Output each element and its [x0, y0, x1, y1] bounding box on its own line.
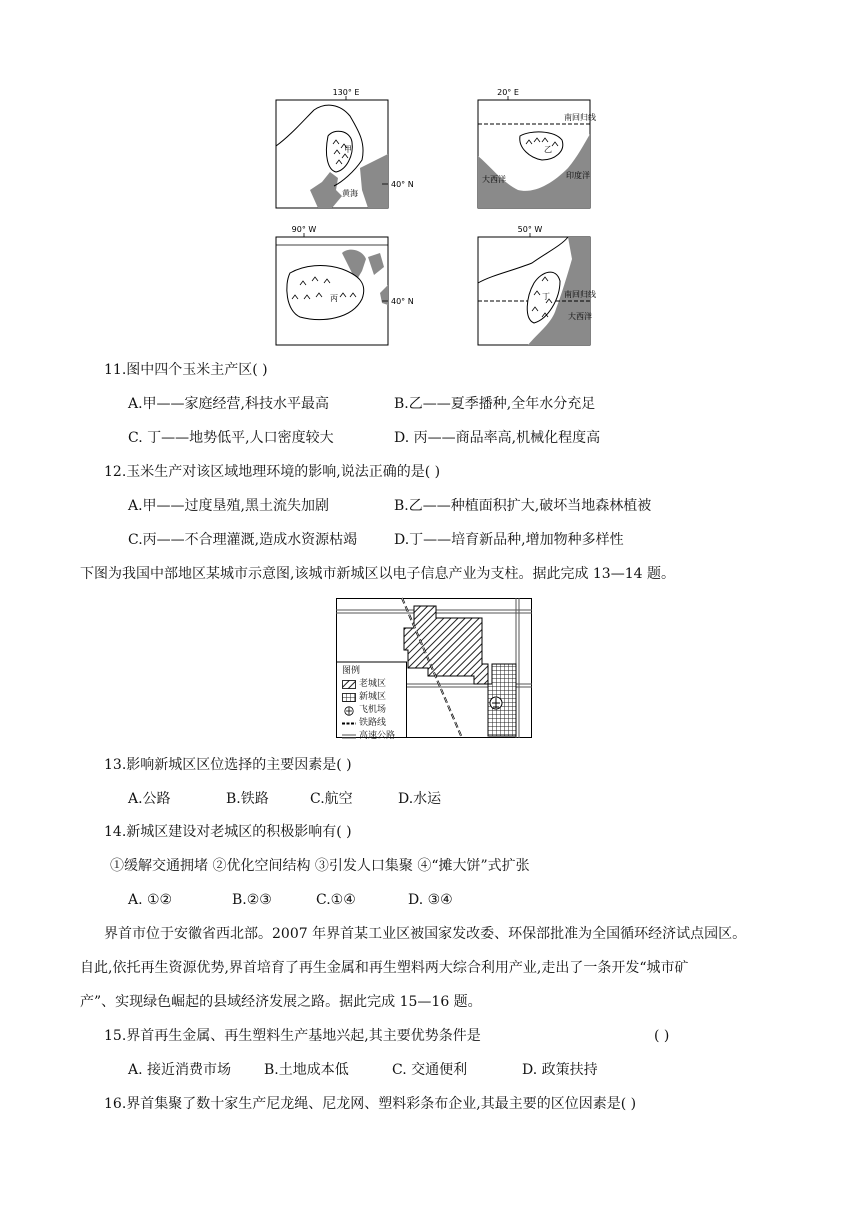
q13-stem: 13.影响新城区区位选择的主要因素是( ) — [104, 757, 352, 773]
map-northeast-china — [270, 86, 414, 212]
legend-title: 图例 — [342, 666, 361, 676]
legend-highway-label: 高速公路 — [359, 731, 396, 741]
map-brazil — [472, 223, 602, 349]
q12-option-a[interactable]: A.甲——过度垦殖,黑土流失加剧 — [128, 498, 330, 514]
q14-option-c[interactable]: C.①④ — [316, 892, 356, 908]
map3-zone-label: 丙 — [330, 294, 338, 303]
intro-13-14: 下图为我国中部地区某城市示意图,该城市新城区以电子信息产业为支柱。据此完成 13—14 题。 — [80, 566, 675, 582]
q14-option-b[interactable]: B.②③ — [232, 892, 272, 908]
q12-option-b[interactable]: B.乙——种植面积扩大,破坏当地森林植被 — [394, 498, 652, 514]
passage-line-2: 自此,依托再生资源优势,界首培育了再生金属和再生塑料两大综合利用产业,走出了一条开发“城市矿 — [80, 960, 689, 976]
q15-option-d[interactable]: D. 政策扶持 — [522, 1062, 598, 1078]
legend-old-city-label: 老城区 — [359, 679, 387, 689]
map2-longitude-label: 20° E — [497, 88, 519, 97]
q15-option-a[interactable]: A. 接近消费市场 — [128, 1062, 232, 1078]
passage-line-3: 产”、实现绿色崛起的县域经济发展之路。据此完成 15—16 题。 — [80, 994, 482, 1010]
map1-sea-label: 黄海 — [342, 189, 358, 198]
q15-stem: 15.界首再生金属、再生塑料生产基地兴起,其主要优势条件是 — [104, 1028, 481, 1044]
q14-option-a[interactable]: A. ①② — [128, 892, 173, 908]
q11-option-b[interactable]: B.乙——夏季播种,全年水分充足 — [394, 396, 596, 412]
q11-option-d[interactable]: D. 丙——商品率高,机械化程度高 — [394, 430, 601, 446]
q11-option-a[interactable]: A.甲——家庭经营,科技水平最高 — [128, 396, 330, 412]
legend-airport-label: 飞机场 — [359, 705, 387, 715]
map2-tropic-label: 南回归线 — [564, 113, 596, 122]
map1-longitude-label: 130° E — [332, 88, 360, 97]
q11-stem: 11.图中四个玉米主产区( ) — [104, 362, 268, 378]
q13-option-b[interactable]: B.铁路 — [226, 791, 269, 807]
map3-latitude-label: 40° N — [391, 297, 414, 306]
legend-airport — [342, 704, 404, 717]
city-map — [336, 598, 532, 741]
airport-icon — [342, 706, 356, 716]
map1-latitude-label: 40° N — [391, 180, 414, 189]
map4-longitude-label: 50° W — [517, 225, 543, 234]
map-united-states — [270, 223, 414, 349]
legend-railway-label: 铁路线 — [359, 718, 387, 728]
q13-option-c[interactable]: C.航空 — [310, 791, 353, 807]
map4-tropic-label: 南回归线 — [564, 290, 596, 299]
map2-atlantic-label: 大西洋 — [482, 175, 506, 184]
q16-stem: 16.界首集聚了数十家生产尼龙绳、尼龙网、塑料彩条布企业,其最主要的区位因素是( ) — [104, 1096, 637, 1112]
q13-option-a[interactable]: A.公路 — [128, 791, 171, 807]
legend-new-city — [342, 691, 404, 704]
q11-option-c[interactable]: C. 丁——地势低平,人口密度较大 — [128, 430, 334, 446]
legend-new-city-label: 新城区 — [359, 692, 387, 702]
q14-statements: ①缓解交通拥堵 ②优化空间结构 ③引发人口集聚 ④“摊大饼”式扩张 — [110, 858, 530, 874]
q15-option-c[interactable]: C. 交通便利 — [392, 1062, 468, 1078]
q15-option-b[interactable]: B.土地成本低 — [264, 1062, 349, 1078]
legend-highway — [342, 730, 404, 743]
q12-option-d[interactable]: D.丁——培育新品种,增加物种多样性 — [394, 532, 624, 548]
legend-railway — [342, 717, 404, 730]
q15-answer-paren: ( ) — [654, 1028, 670, 1044]
q14-option-d[interactable]: D. ③④ — [408, 892, 453, 908]
q12-option-c[interactable]: C.丙——不合理灌溉,造成水资源枯竭 — [128, 532, 358, 548]
map4-ocean-label: 大西洋 — [568, 312, 592, 321]
map1-zone-label: 甲 — [344, 145, 352, 154]
q14-stem: 14.新城区建设对老城区的积极影响有( ) — [104, 824, 352, 840]
map4-zone-label: 丁 — [542, 292, 550, 301]
highway-icon — [342, 732, 356, 741]
map2-zone-label: 乙 — [544, 145, 552, 154]
map2-indian-label: 印度洋 — [566, 171, 590, 180]
railway-icon — [342, 719, 356, 728]
q13-option-d[interactable]: D.水运 — [398, 791, 442, 807]
q12-stem: 12.玉米生产对该区域地理环境的影响,说法正确的是( ) — [104, 464, 441, 480]
map3-longitude-label: 90° W — [291, 225, 317, 234]
legend-old-city — [342, 678, 404, 691]
map-south-africa — [472, 86, 602, 212]
passage-line-1: 界首市位于安徽省西北部。2007 年界首某工业区被国家发改委、环保部批准为全国循环经济试点园区。 — [104, 926, 747, 942]
city-map-legend — [342, 665, 404, 743]
